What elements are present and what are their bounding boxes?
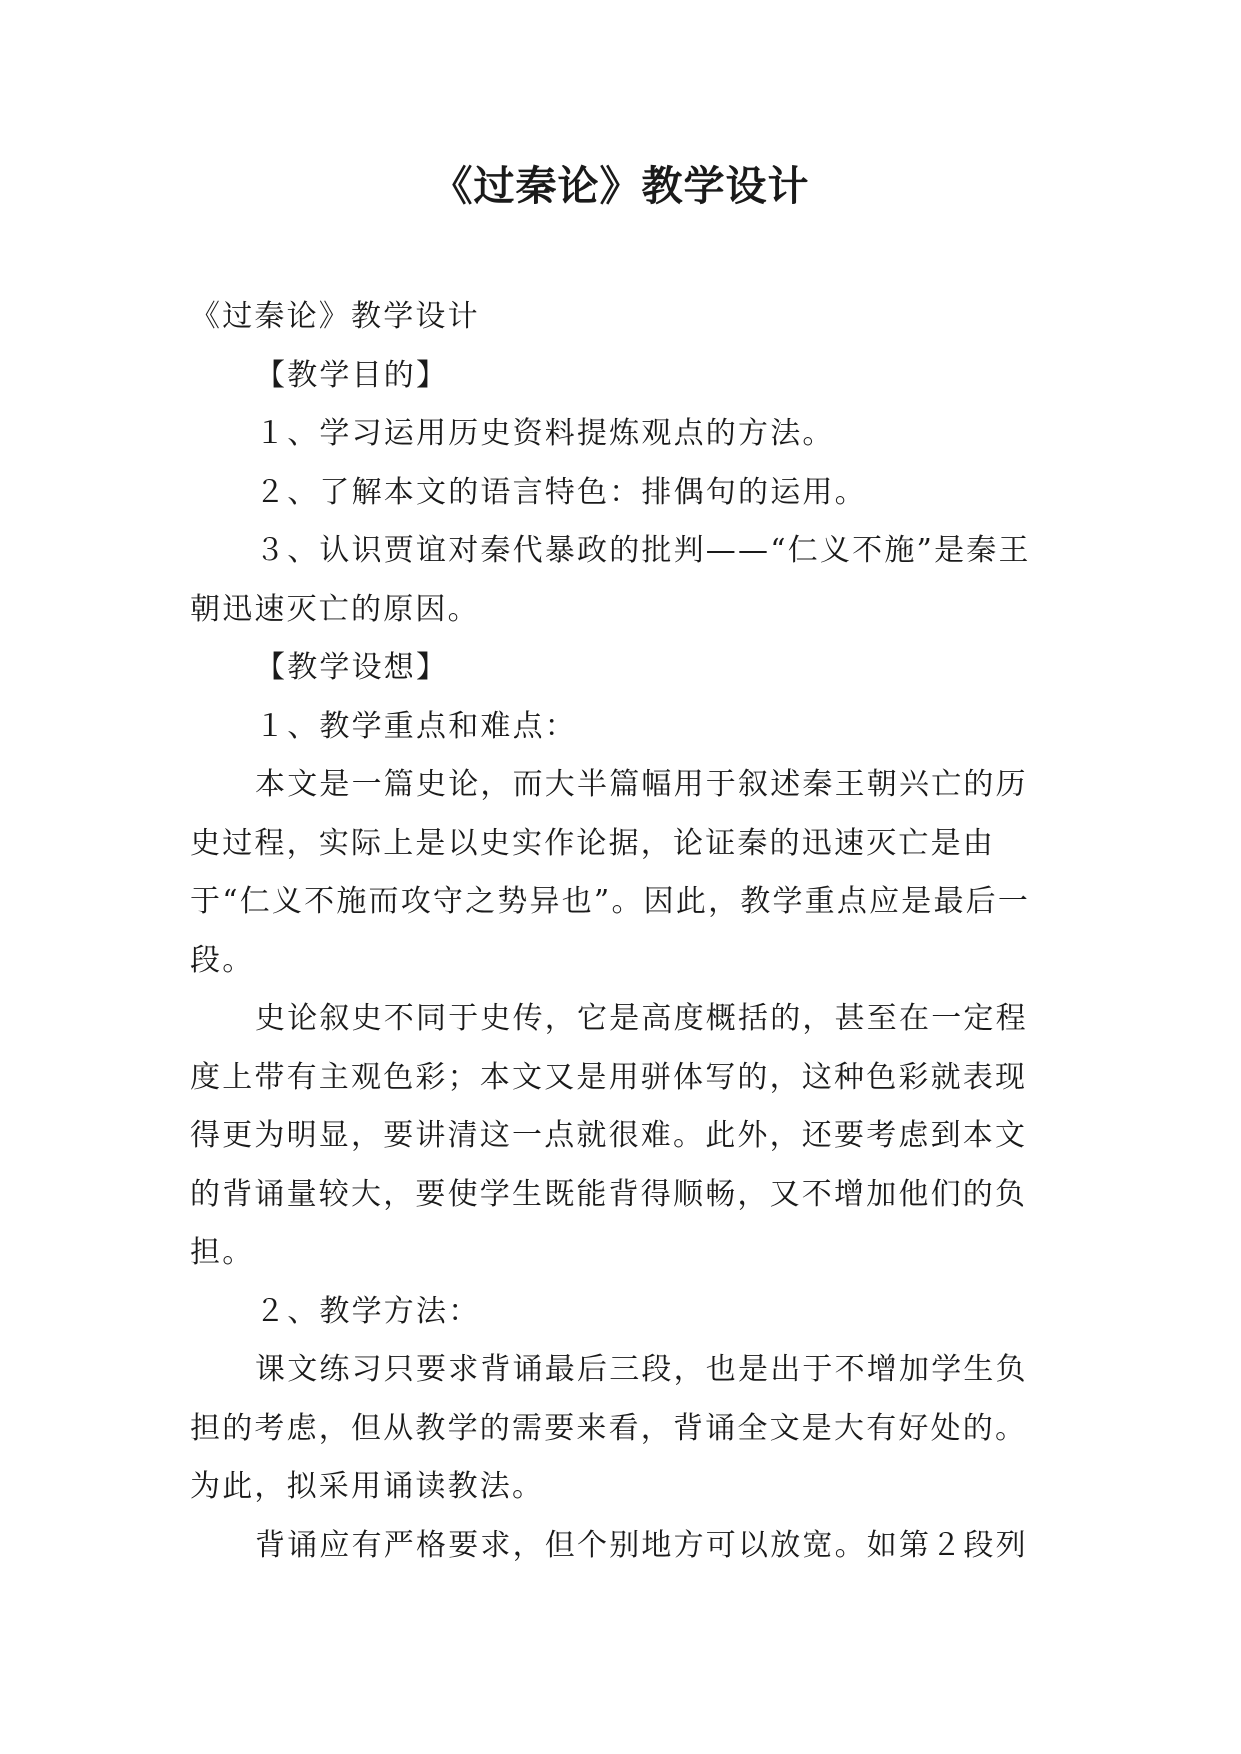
document-title: 《过秦论》教学设计 (431, 162, 810, 210)
body-paragraph: 史论叙史不同于史传，它是高度概括的，甚至在一定程度上带有主观色彩；本文又是用骈体写的，这种色彩就表现得更为明显，要讲清这一点就很难。此外，还要考虑到本文的背诵量较大，要使学生既能背得顺畅，又不增加他们的负担。 (190, 1001, 1028, 1270)
goal-item-3: ３、认识贾谊对秦代暴政的批判——“仁义不施”是秦王朝迅速灭亡的原因。 (190, 533, 1031, 627)
goal-item-2: ２、了解本文的语言特色：排偶句的运用。 (255, 474, 867, 510)
document-body (190, 288, 1050, 1575)
goal-item-1: １、学习运用历史资料提炼观点的方法。 (255, 416, 835, 451)
section-heading-teaching-plan: 【教学设想】 (255, 650, 449, 685)
plan-item-2-heading: ２、教学方法： (255, 1293, 481, 1329)
body-paragraph: 背诵应有严格要求，但个别地方可以放宽。如第２段列 (255, 1527, 1028, 1563)
plan-item-1-heading: １、教学重点和难点： (255, 708, 577, 744)
section-heading-teaching-goals: 【教学目的】 (255, 357, 449, 393)
subtitle-line: 《过秦论》教学设计 (190, 299, 480, 334)
body-paragraph: 本文是一篇史论，而大半篇幅用于叙述秦王朝兴亡的历史过程，实际上是以史实作论据，论证秦的迅速灭亡是由于“仁义不施而攻守之势异也”。因此，教学重点应是最后一段。 (190, 767, 1031, 978)
body-paragraph: 课文练习只要求背诵最后三段，也是出于不增加学生负担的考虑，但从教学的需要来看，背诵全文是大有好处的。为此，拟采用诵读教法。 (190, 1352, 1028, 1504)
